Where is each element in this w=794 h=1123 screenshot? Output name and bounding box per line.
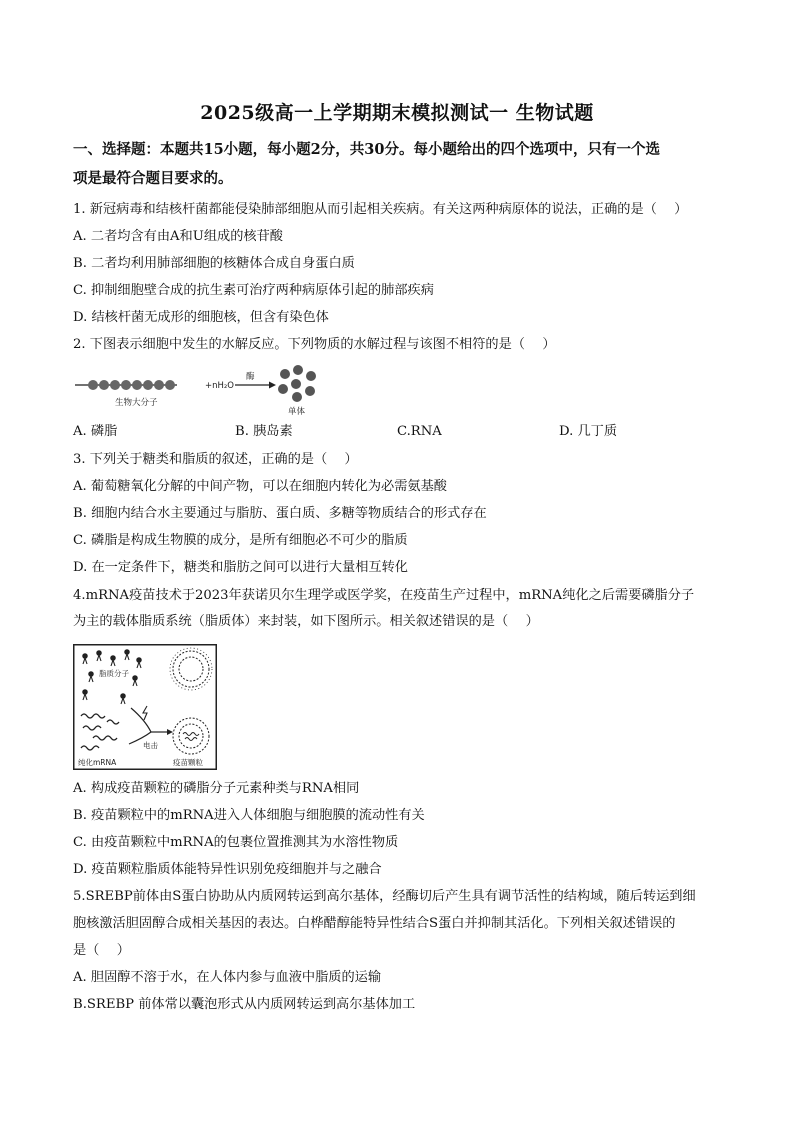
q1-option-d: D. 结核杆菌无成形的细胞核，但含有染色体 (73, 310, 329, 325)
monomer-cluster (278, 365, 316, 402)
q2-stem: 2. 下图表示细胞中发生的水解反应。下列物质的水解过程与该图不相符的是（ ） (73, 337, 556, 352)
reaction-arrow (235, 382, 276, 389)
q5-stem-line-1: 5.SREBP前体由S蛋白协助从内质网转运到高尔基体，经酶切后产生具有调节活性的结构域，随后转运到细 (73, 889, 696, 904)
q1-option-a: A. 二者均含有由A和U组成的核苷酸 (73, 229, 283, 244)
page-title: 2025级高一上学期期末模拟测试一 生物试题 (200, 102, 594, 124)
water-label: +nH₂O (205, 381, 234, 391)
q4-option-a: A. 构成疫苗颗粒的磷脂分子元素种类与RNA相同 (73, 781, 360, 796)
q5-option-a: A. 胆固醇不溶于水，在人体内参与血液中脂质的运输 (73, 970, 382, 985)
hydrolysis-figure (73, 362, 333, 418)
section-heading-line-2: 项是最符合题目要求的。 (73, 170, 233, 187)
q3-option-b: B. 细胞内结合水主要通过与脂肪、蛋白质、多糖等物质结合的形式存在 (73, 506, 487, 521)
q5-stem-line-2: 胞核激活胆固醇合成相关基因的表达。白桦醋醇能特异性结合S蛋白并抑制其活化。下列相关叙述错误的 (73, 916, 676, 931)
vaccine-label: 疫苗颗粒 (173, 758, 203, 767)
q4-stem-line-1: 4.mRNA疫苗技术于2023年获诺贝尔生理学或医学奖，在疫苗生产过程中，mRNA纯化之后需要磷脂分子 (73, 588, 695, 603)
shock-label: 电击 (143, 741, 158, 750)
monomer-label: 单体 (288, 407, 306, 417)
q4-option-d: D. 疫苗颗粒脂质体能特异性识别免疫细胞并与之融合 (73, 862, 382, 877)
q1-option-b: B. 二者均利用肺部细胞的核糖体合成自身蛋白质 (73, 256, 355, 271)
q5-stem-line-3: 是（ ） (73, 943, 130, 958)
q4-option-c: C. 由疫苗颗粒中mRNA的包裹位置推测其为水溶性物质 (73, 835, 399, 850)
macromolecule-label: 生物大分子 (115, 398, 158, 408)
lipid-label: 脂质分子 (99, 669, 129, 678)
section-heading-line-1: 一、选择题：本题共15小题，每小题2分，共30分。每小题给出的四个选项中，只有一个选 (73, 141, 660, 158)
q3-option-c: C. 磷脂是构成生物膜的成分，是所有细胞必不可少的脂质 (73, 533, 408, 548)
q5-option-b: B.SREBP 前体常以囊泡形式从内质网转运到高尔基体加工 (73, 997, 416, 1012)
q1-option-c: C. 抑制细胞壁合成的抗生素可治疗两种病原体引起的肺部疾病 (73, 283, 434, 298)
q3-option-d: D. 在一定条件下，糖类和脂肪之间可以进行大量相互转化 (73, 560, 408, 575)
macromolecule-chain (75, 380, 177, 390)
liposome-figure (73, 644, 217, 770)
q2-option-b: B. 胰岛素 (235, 424, 293, 439)
q1-stem: 1. 新冠病毒和结核杆菌都能侵染肺部细胞从而引起相关疾病。有关这两种病原体的说法，正确的是（ ） (73, 202, 688, 217)
mrna-label: 纯化mRNA (78, 758, 117, 767)
q4-stem-line-2: 为主的载体脂质系统（脂质体）来封装，如下图所示。相关叙述错误的是（ ） (73, 614, 539, 629)
q3-option-a: A. 葡萄糖氧化分解的中间产物，可以在细胞内转化为必需氨基酸 (73, 479, 447, 494)
q4-option-b: B. 疫苗颗粒中的mRNA进入人体细胞与细胞膜的流动性有关 (73, 808, 425, 823)
q2-option-d: D. 几丁质 (559, 424, 618, 439)
q3-stem: 3. 下列关于糖类和脂质的叙述，正确的是（ ） (73, 452, 358, 467)
q2-option-c: C.RNA (397, 424, 442, 439)
q2-option-a: A. 磷脂 (73, 424, 118, 439)
enzyme-label: 酶 (246, 372, 255, 382)
